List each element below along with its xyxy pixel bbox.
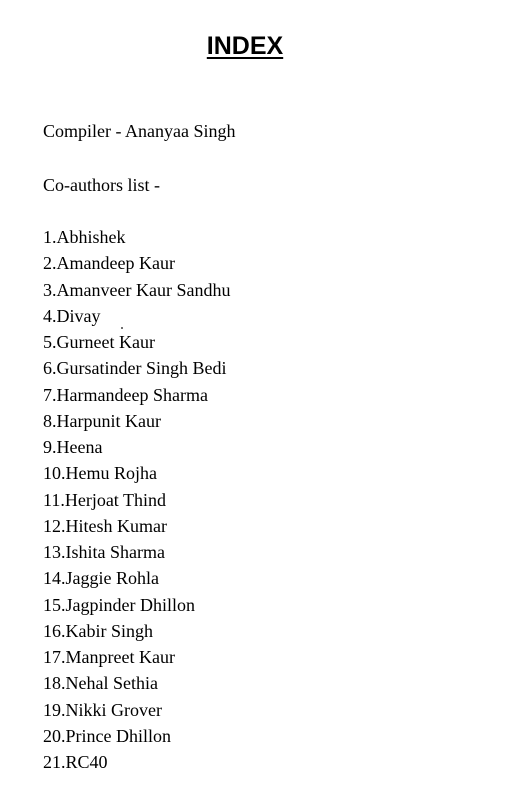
list-item: 18.Nehal Sethia [43,673,158,694]
list-item: 10.Hemu Rojha [43,463,157,484]
list-item: 20.Prince Dhillon [43,725,171,746]
coauthors-list [43,226,230,777]
list-item: 13.Ishita Sharma [43,542,165,562]
list-item: 14.Jaggie Rohla [43,568,159,589]
list-item: 21.RC40 [43,752,108,772]
list-item: 5.Gurneet Kaur [43,332,155,352]
list-item: 15.Jagpinder Dhillon [43,594,195,615]
list-item: 11.Herjoat Thind [43,489,166,510]
list-item: 6.Gursatinder Singh Bedi [43,358,227,379]
compiler-line: Compiler - Ananyaa Singh [43,121,236,141]
list-item: 7.Harmandeep Sharma [43,384,208,405]
list-item: 8.Harpunit Kaur [43,410,161,431]
list-item: 17.Manpreet Kaur [43,647,175,667]
list-item: 2.Amandeep Kaur [43,253,175,274]
page-title [0,30,490,62]
coauthors-heading: Co-authors list - [43,175,160,195]
page-title-text: INDEX [206,32,284,60]
list-item: 19.Nikki Grover [43,699,162,720]
list-item: 1.Abhishek [43,227,126,247]
list-item: 12.Hitesh Kumar [43,515,167,536]
list-item: 3.Amanveer Kaur Sandhu [43,279,231,300]
list-item: 4.Divay [43,305,101,326]
scan-speck [121,327,123,329]
list-item: 9.Heena [43,437,103,457]
list-item: 16.Kabir Singh [43,620,153,641]
